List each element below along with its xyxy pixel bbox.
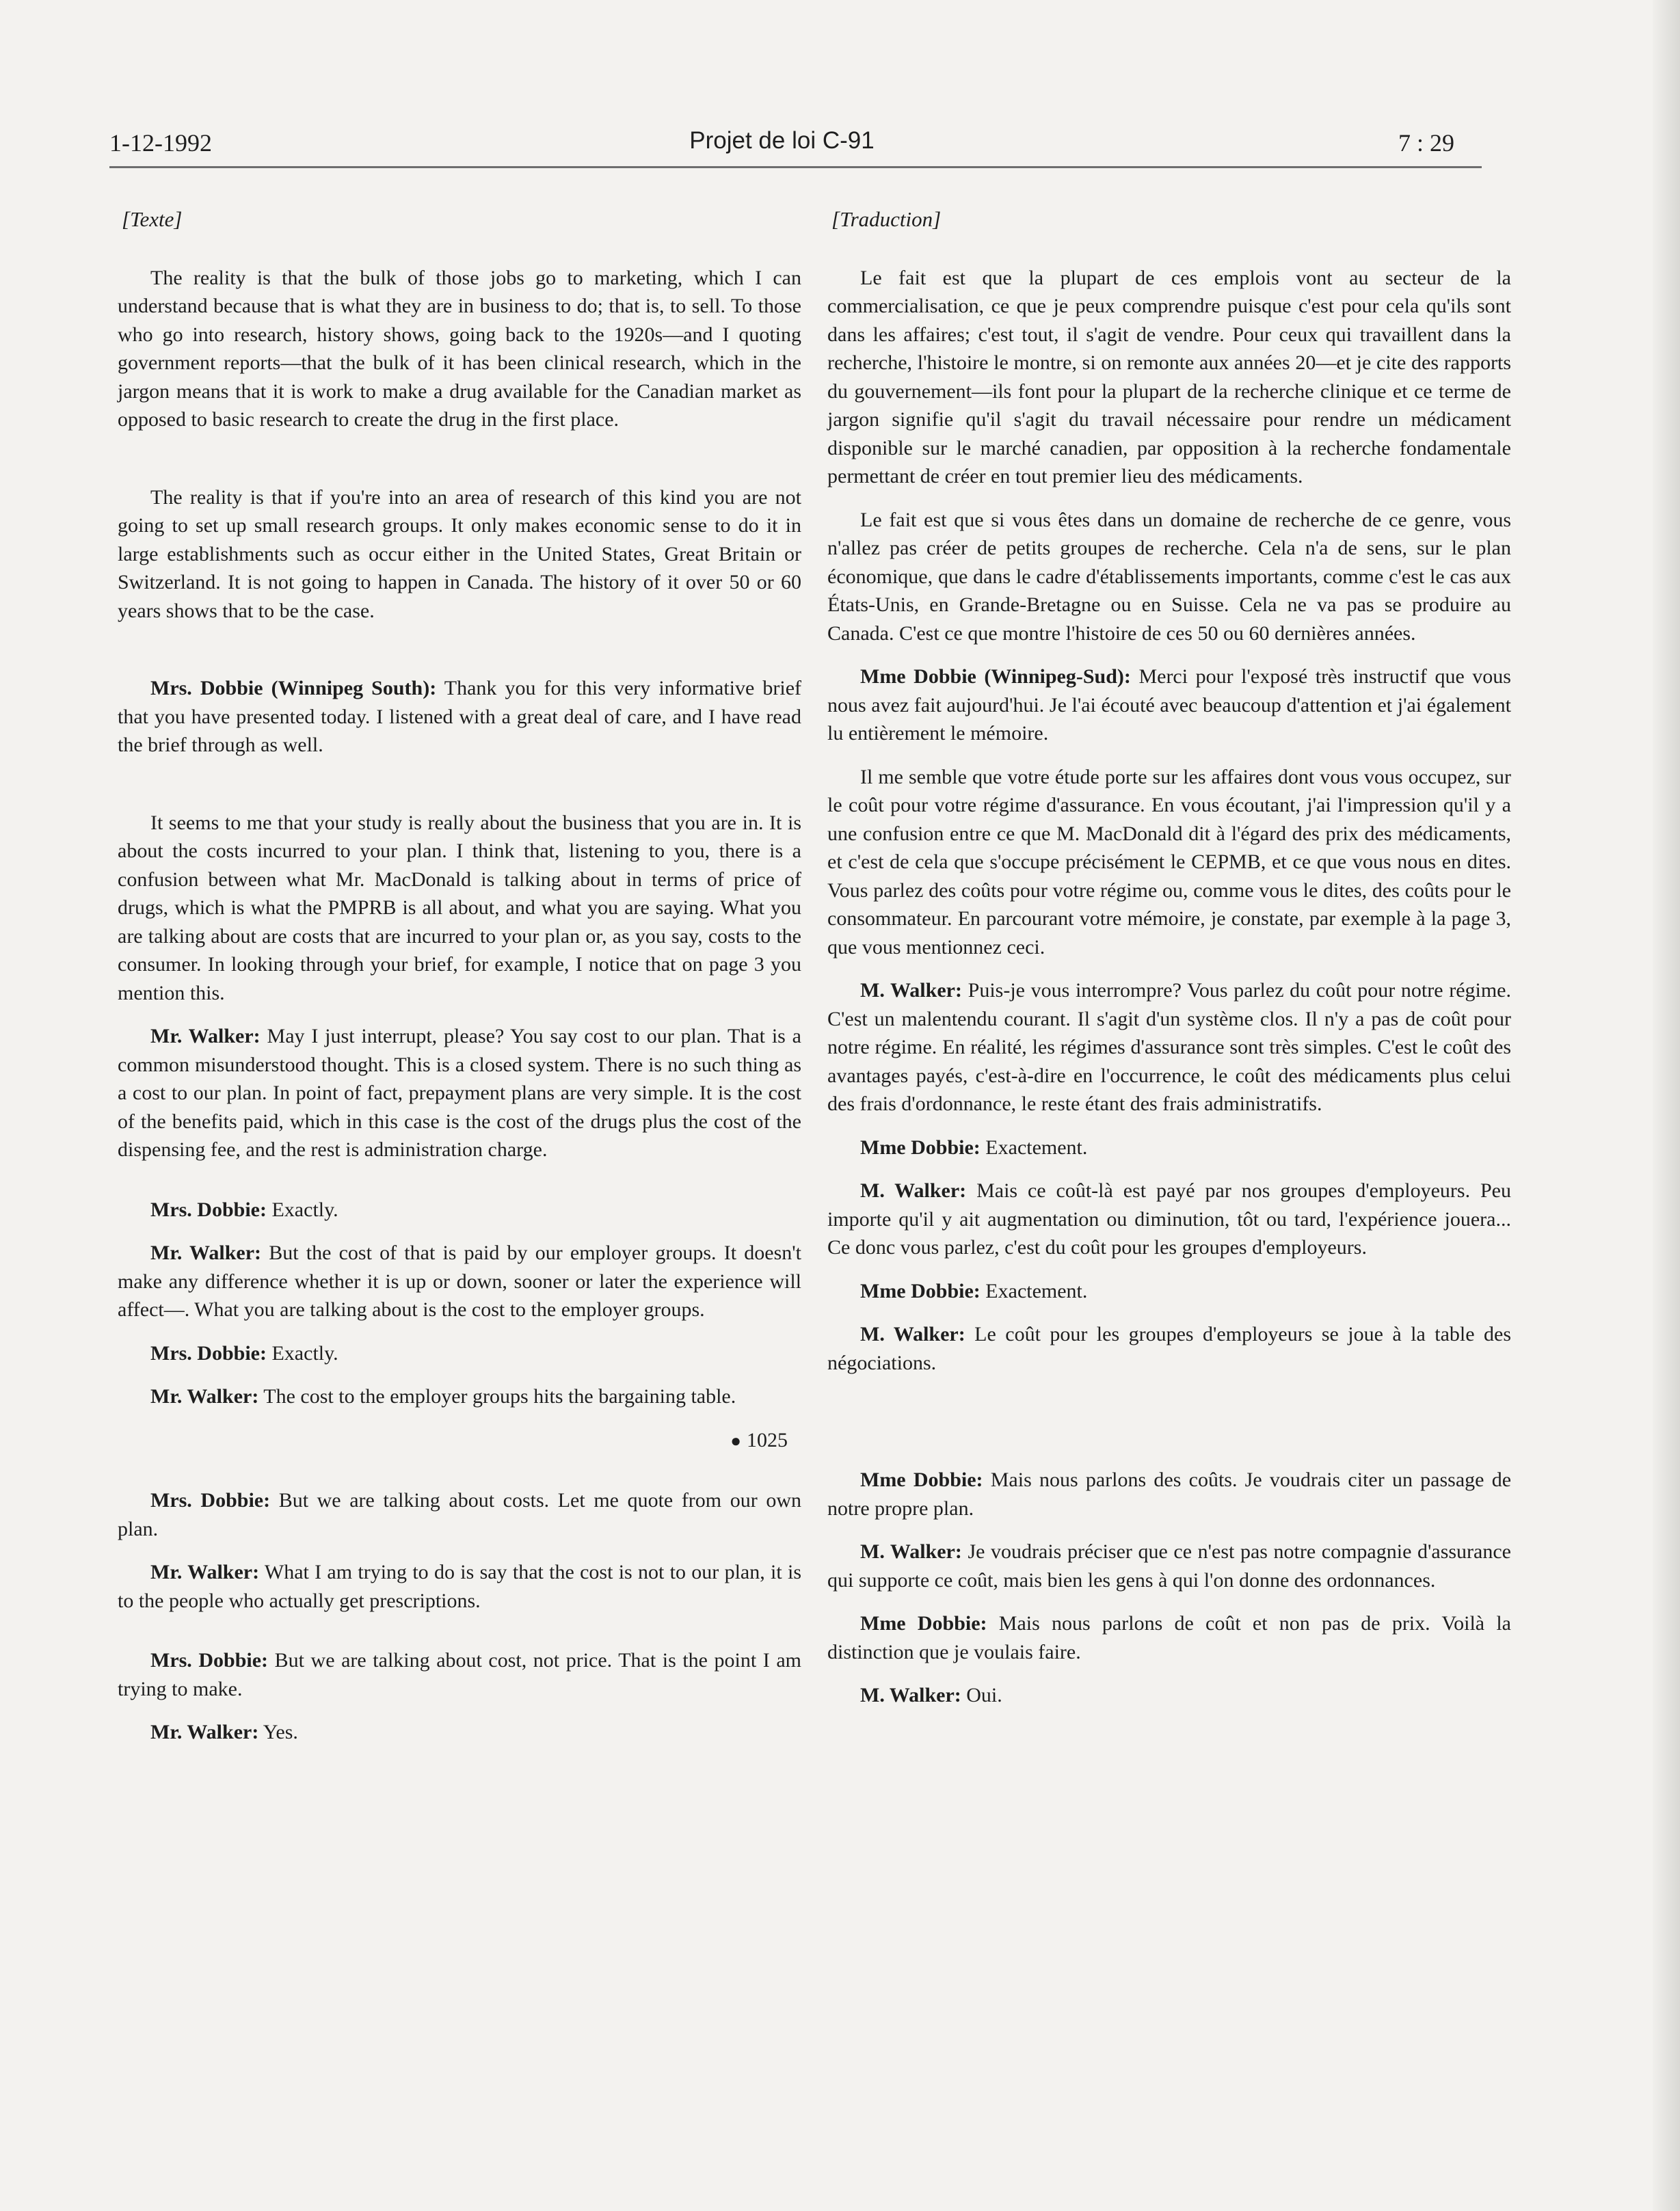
paragraph: Il me semble que votre étude porte sur les affaires dont vous vous occupez, sur le coût pour votre régime d'assurance. En vous écoutant, j'ai l'impression qu'il y a une confusion entre ce que M. MacDonald dit à l'égard des prix des médicaments, et c'est de cela que s'occupe précisément le CEPMB, et ce que vous nous en dites. Vous parlez des coûts pour votre régime ou, comme vous le dites, des coûts pour le consommateur. En parcourant votre mémoire, je constate, par exemple à la page 3, que vous mentionnez ceci. — [827, 765, 1511, 959]
speech-text: Exactly. — [266, 1341, 338, 1365]
speaker-name: Mrs. Dobbie: — [150, 1198, 267, 1221]
speaker-name: Mrs. Dobbie: — [150, 1341, 267, 1365]
speech-text: Exactement. — [980, 1136, 1088, 1159]
timestamp-value: 1025 — [747, 1428, 788, 1451]
paragraph — [827, 1466, 1511, 1523]
speaker-name: Mr. Walker: — [150, 1561, 260, 1583]
speaker-name: M. Walker: — [860, 1323, 965, 1345]
english-column — [118, 205, 801, 1747]
paragraph — [118, 1339, 801, 1368]
paragraph — [118, 1382, 801, 1411]
speech-text: Puis-je vous interrompre? Vous parlez du coût pour notre régime. C'est un malentendu courant. Il s'agit d'un système clos. Il n'y a pas de coût pour notre régime. En réalité, les régimes d'assurance sont très simples. C'est le coût des avantages payés, c'est-à-dire en l'occurrence, le coût des médicaments plus celui des frais d'ordonnance, le reste étant des frais administratifs. — [827, 979, 1511, 1115]
header-date: 1-12-1992 — [109, 129, 212, 157]
paragraph — [118, 1196, 801, 1224]
speech-text: Je voudrais préciser que ce n'est pas notre compagnie d'assurance qui supporte ce coût, mais bien les gens à qui l'on donne des ordonnances. — [827, 1540, 1511, 1592]
speech-text: But the cost of that is paid by our employer groups. It doesn't make any difference whether it is up or down, sooner or later the experience will affect—. What you are talking about is the cost to the employer groups. — [118, 1242, 801, 1321]
paragraph — [827, 1609, 1511, 1666]
paragraph — [118, 674, 801, 760]
speaker-name: Mme Dobbie: — [860, 1136, 981, 1159]
speech-text: Oui. — [961, 1684, 1002, 1706]
paragraph — [827, 1538, 1511, 1594]
speaker-name: Mrs. Dobbie: — [150, 1489, 271, 1512]
speech-text: Exactly. — [266, 1198, 338, 1221]
paragraph — [118, 1718, 801, 1747]
speech-text: Yes. — [258, 1721, 298, 1743]
header-page-number: 7 : 29 — [1398, 129, 1454, 157]
paragraph: Le fait est que la plupart de ces emplois vont au secteur de la commercialisation, ce que je peux comprendre puisque c'est pour cela qu'ils sont dans les affaires; c'est tout, il s'agit de vendre. Pour ceux qui travaillent dans la recherche, l'histoire le montre, si on remonte aux années 20—et je cite des rapports du gouvernement—ils font pour la plupart de la recherche clinique et ce terme de jargon signifie qu'il s'agit du travail nécessaire pour rendre un médicament disponible sur le marché canadien, par opposition à la recherche fondamentale permettant de créer en tout premier lieu des médicaments. — [827, 266, 1511, 487]
paragraph: Le fait est que si vous êtes dans un domaine de recherche de ce genre, vous n'allez pas créer de petits groupes de recherche. Cela n'a de sens, sur le plan économique, que dans le cadre d'établissements importants, comme c'est le cas aux États-Unis, en Grande-Bretagne ou en Suisse. Cela ne va pas se produire au Canada. C'est ce que montre l'histoire de ces 50 ou 60 dernières années. — [827, 508, 1511, 645]
paragraph — [118, 1486, 801, 1543]
paragraph — [118, 1558, 801, 1615]
speaker-name: Mme Dobbie: — [860, 1469, 983, 1491]
running-header — [89, 120, 1475, 168]
header-title: Projet de loi C-91 — [689, 127, 875, 154]
speech-text: The cost to the employer groups hits the bargaining table. — [258, 1385, 736, 1408]
speaker-name: M. Walker: — [860, 1179, 967, 1202]
timestamp — [118, 1426, 788, 1456]
paragraph — [827, 1134, 1511, 1162]
speech-text: What I am trying to do is say that the cost is not to our plan, it is to the people who actually get prescriptions. — [118, 1561, 801, 1612]
paragraph — [827, 1177, 1511, 1262]
speaker-name: M. Walker: — [860, 979, 962, 1002]
page-edge-shadow — [1653, 0, 1680, 2211]
speech-text: Mais nous parlons des coûts. Je voudrais citer un passage de notre propre plan. — [827, 1469, 1512, 1520]
speech-text: Merci pour l'exposé très instructif que vous nous avez fait aujourd'hui. Je l'ai écouté avec beaucoup d'attention et j'ai également lu entièrement le mémoire. — [827, 665, 1511, 745]
speaker-name: M. Walker: — [860, 1684, 961, 1706]
paragraph: The reality is that the bulk of those jobs go to marketing, which I can understand because that is what they are in business to do; that is, to sell. To those who go into research, history shows, going back to the 1920s—and I quoting government reports—that the bulk of it has been clinical research, which in the jargon means that it is work to make a drug available for the Canadian market as opposed to basic research to create the drug in the first place. — [118, 266, 801, 431]
speaker-name: Mr. Walker: — [150, 1242, 262, 1264]
paragraph — [118, 1239, 801, 1324]
paragraph: The reality is that if you're into an area of research of this kind you are not going to set up small research groups. It only makes economic sense to do it in large establishments such as occur either in the United States, Great Britain or Switzerland. It is not going to happen in Canada. The history of it over 50 or 60 years shows that to be the case. — [118, 485, 801, 622]
bullet-icon: ● — [730, 1430, 741, 1451]
paragraph — [827, 1320, 1511, 1377]
speech-text: Mais nous parlons de coût et non pas de prix. Voilà la distinction que je voulais faire. — [827, 1612, 1512, 1663]
paragraph: It seems to me that your study is really about the business that you are in. It is about the costs incurred to your plan. I think that, listening to you, there is a confusion between what Mr. MacDonald is talking about in terms of price of drugs, which is what the PMPRB is all about, and what you are saying. What you are talking about are costs that are incurred to your plan or, as you say, costs to the consumer. In looking through your brief, for example, I notice that on page 3 you mention this. — [118, 811, 801, 1004]
speech-text: Mais ce coût-là est payé par nos groupes d'employeurs. Peu importe qu'il y ait augmentation ou diminution, tôt ou tard, l'expérience jouera... Ce donc vous parlez, c'est du coût pour les groupes d'employeurs. — [827, 1179, 1511, 1259]
speaker-name: Mrs. Dobbie: — [150, 1649, 269, 1672]
speech-text: May I just interrupt, please? You say cost to our plan. That is a common misunderstood thought. This is a closed system. There is no such thing as a cost to our plan. In point of fact, prepayment plans are very simple. It is the cost of the benefits paid, which in this case is the cost of the drugs plus the cost of the dispensing fee, and the rest is administration charge. — [118, 1025, 801, 1161]
column-label-traduction: [Traduction] — [831, 207, 942, 231]
paragraph — [827, 1681, 1511, 1710]
speaker-name: Mr. Walker: — [150, 1025, 261, 1047]
french-column — [827, 205, 1511, 1710]
paragraph — [118, 1022, 801, 1164]
speech-text: But we are talking about cost, not price. That is the point I am trying to make. — [118, 1649, 802, 1700]
speaker-name: Mr. Walker: — [150, 1385, 259, 1408]
speaker-name: Mme Dobbie: — [860, 1279, 981, 1302]
speaker-name: M. Walker: — [860, 1540, 962, 1563]
speech-text: Le coût pour les groupes d'employeurs se joue à la table des négociations. — [827, 1323, 1511, 1374]
paragraph — [827, 1277, 1511, 1306]
speech-text: Exactement. — [980, 1279, 1088, 1302]
header-rule — [109, 166, 1482, 168]
speech-text: But we are talking about costs. Let me quote from our own plan. — [118, 1489, 801, 1540]
speaker-name: Mme Dobbie: — [860, 1612, 987, 1635]
speech-text: Thank you for this very informative brief that you have presented today. I listened with a great deal of care, and I have read the brief through as well. — [118, 677, 802, 756]
paragraph — [827, 976, 1511, 1118]
column-label-text: [Texte] — [122, 207, 183, 231]
speaker-name: Mr. Walker: — [150, 1721, 259, 1743]
paragraph — [118, 1646, 801, 1703]
paragraph — [827, 662, 1511, 748]
speaker-name: Mrs. Dobbie (Winnipeg South): — [150, 677, 437, 699]
speaker-name: Mme Dobbie (Winnipeg-Sud): — [860, 665, 1131, 688]
